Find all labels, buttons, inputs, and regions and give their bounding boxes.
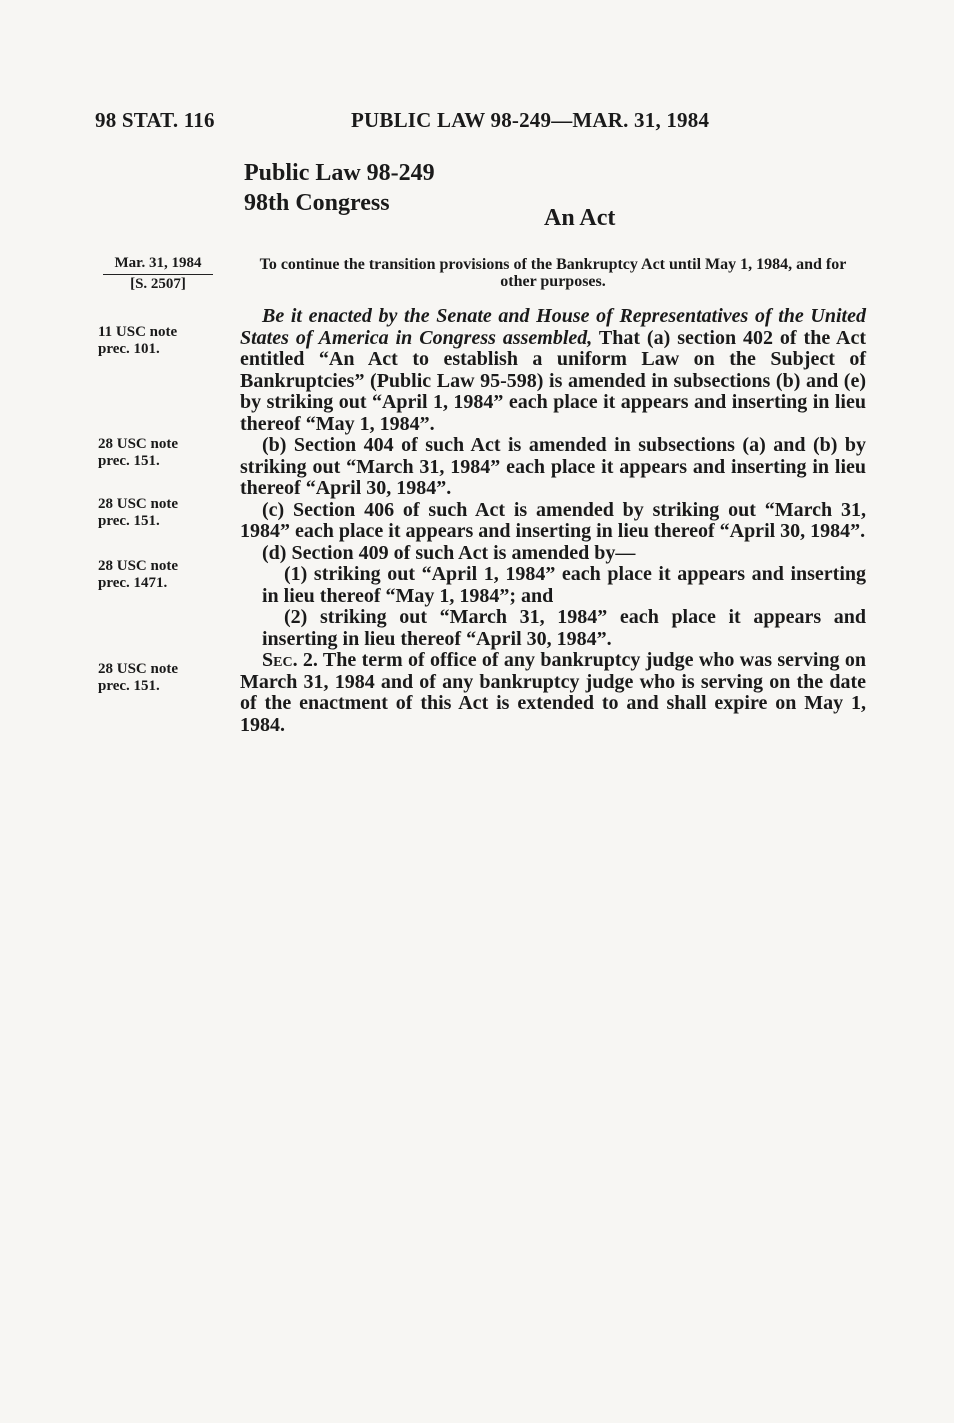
margin-note-code: 28 USC note <box>98 558 179 574</box>
margin-note <box>98 324 218 358</box>
margin-note <box>98 661 218 695</box>
margin-note-code: 28 USC note <box>98 661 179 677</box>
margin-note-ref: prec. 1471. <box>98 575 168 591</box>
law-number: Public Law 98-249 <box>244 160 435 186</box>
section-1-subsection-a <box>240 306 866 435</box>
section-2-label: Sec. 2. <box>262 649 318 671</box>
section-2-text: The term of office of any bankruptcy judge who was serving on March 31, 1984 and of any bankruptcy judge who is serving on the date of the enactment of this Act is extended to and shall expire on May 1, 1984. <box>240 649 866 736</box>
enactment-date-note <box>103 254 213 294</box>
margin-note <box>98 558 218 592</box>
purpose-statement: To continue the transition provisions of the Bankruptcy Act until May 1, 1984, and for other purposes. <box>259 256 847 290</box>
running-header: PUBLIC LAW 98-249—MAR. 31, 1984 <box>351 108 710 132</box>
section-2 <box>240 650 866 736</box>
margin-note-ref: prec. 101. <box>98 341 160 357</box>
margin-note-ref: prec. 151. <box>98 513 160 529</box>
act-body <box>240 306 866 736</box>
section-1-subsection-b: (b) Section 404 of such Act is amended in subsections (a) and (b) by striking out “March 31, 1984” each place it appears and inserting in lieu thereof “April 30, 1984”. <box>240 434 866 499</box>
congress-number: 98th Congress <box>244 190 390 216</box>
subsection-d-clause-2: (2) striking out “March 31, 1984” each place it appears and inserting in lieu thereof “April 30, 1984”. <box>262 606 866 650</box>
margin-note <box>98 436 218 470</box>
margin-note-code: 28 USC note <box>98 496 179 512</box>
margin-note <box>98 496 218 530</box>
subsection-d-clause-1: (1) striking out “April 1, 1984” each place it appears and inserting in lieu thereof “May 1, 1984”; and <box>262 563 866 607</box>
law-title-block <box>244 158 435 218</box>
page-stat-citation: 98 STAT. 116 <box>95 108 215 132</box>
section-1-subsection-c: (c) Section 406 of such Act is amended by striking out “March 31, 1984” each place it appears and inserting in lieu thereof “April 30, 1984”. <box>240 498 866 542</box>
margin-note-ref: prec. 151. <box>98 453 160 469</box>
subsection-a-text: That (a) section 402 of the Act entitled “An Act to establish a uniform Law on the Subject of Bankruptcies” (Public Law 95-598) is amended in subsections (b) and (e) by striking out “April 1, 1984” each place it appears and inserting in lieu thereof “May 1, 1984”. <box>240 326 867 435</box>
bill-number: [S. 2507] <box>130 276 186 292</box>
enacting-clause: Be it enacted by the Senate and House of Representatives of the United States of America in Congress assembled, <box>240 305 866 349</box>
act-heading: An Act <box>544 205 616 231</box>
margin-note-code: 28 USC note <box>98 436 179 452</box>
section-1-subsection-d: (d) Section 409 of such Act is amended by— <box>262 541 636 564</box>
margin-note-ref: prec. 151. <box>98 678 160 694</box>
margin-note-code: 11 USC note <box>98 324 178 340</box>
enactment-date: Mar. 31, 1984 <box>103 254 213 275</box>
